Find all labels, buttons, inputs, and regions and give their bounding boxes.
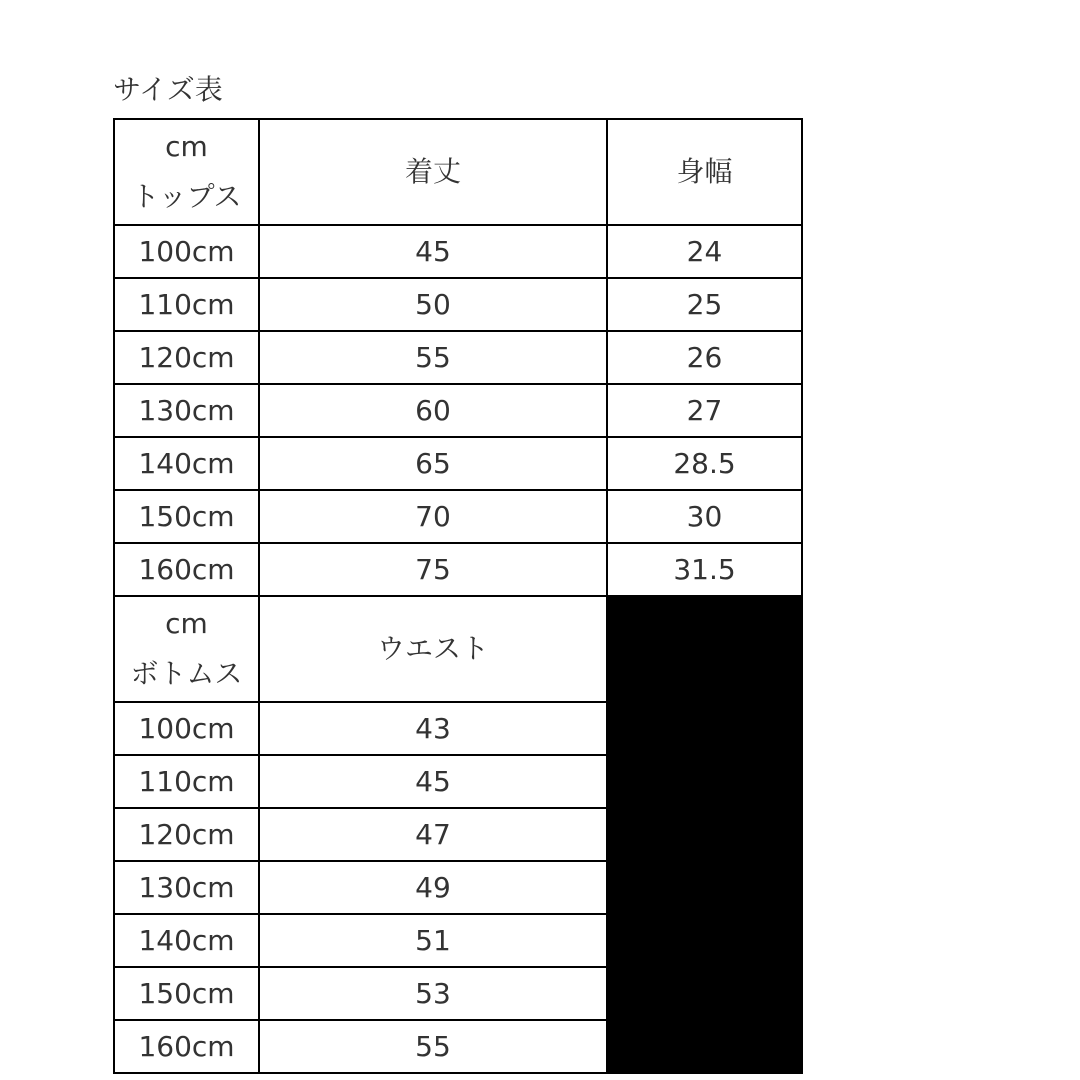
table-row: [114, 384, 802, 437]
size-cell: 130cm: [114, 384, 259, 437]
waist-cell: 45: [259, 755, 607, 808]
size-cell: 150cm: [114, 490, 259, 543]
waist-cell: 51: [259, 914, 607, 967]
size-cell: 160cm: [114, 543, 259, 596]
size-cell: 100cm: [114, 225, 259, 278]
size-cell: 110cm: [114, 755, 259, 808]
size-cell: 150cm: [114, 967, 259, 1020]
tops-header-row: [114, 119, 802, 225]
size-cell: 100cm: [114, 702, 259, 755]
length-cell: 60: [259, 384, 607, 437]
length-cell: 65: [259, 437, 607, 490]
table-row: [114, 543, 802, 596]
width-cell: 26: [607, 331, 802, 384]
tops-header-width: 身幅: [607, 119, 802, 225]
bottoms-header-row: [114, 596, 802, 702]
length-cell: 75: [259, 543, 607, 596]
table-row: [114, 331, 802, 384]
size-cell: 120cm: [114, 331, 259, 384]
size-table: [113, 118, 803, 1074]
waist-cell: 49: [259, 861, 607, 914]
length-cell: 45: [259, 225, 607, 278]
width-cell: 28.5: [607, 437, 802, 490]
bottoms-header-size-cell: [114, 596, 259, 702]
width-cell: 24: [607, 225, 802, 278]
bottoms-header-waist: ウエスト: [259, 596, 607, 702]
length-cell: 70: [259, 490, 607, 543]
bottoms-header-unit: cm: [165, 607, 208, 640]
length-cell: 50: [259, 278, 607, 331]
width-cell: 31.5: [607, 543, 802, 596]
waist-cell: 43: [259, 702, 607, 755]
waist-cell: 47: [259, 808, 607, 861]
length-cell: 55: [259, 331, 607, 384]
tops-header-size-cell: [114, 119, 259, 225]
size-table-title: サイズ表: [113, 73, 223, 106]
blackout-block: [607, 596, 802, 1073]
size-cell: 140cm: [114, 914, 259, 967]
size-cell: 120cm: [114, 808, 259, 861]
bottoms-header-label: ボトムス: [130, 657, 243, 690]
tops-header-length: 着丈: [259, 119, 607, 225]
tops-header-label: トップス: [131, 180, 242, 213]
size-cell: 130cm: [114, 861, 259, 914]
table-row: [114, 278, 802, 331]
width-cell: 30: [607, 490, 802, 543]
waist-cell: 55: [259, 1020, 607, 1073]
width-cell: 27: [607, 384, 802, 437]
table-row: [114, 490, 802, 543]
table-row: [114, 437, 802, 490]
width-cell: 25: [607, 278, 802, 331]
size-cell: 160cm: [114, 1020, 259, 1073]
tops-header-unit: cm: [165, 130, 208, 163]
size-cell: 140cm: [114, 437, 259, 490]
size-cell: 110cm: [114, 278, 259, 331]
waist-cell: 53: [259, 967, 607, 1020]
table-row: [114, 225, 802, 278]
